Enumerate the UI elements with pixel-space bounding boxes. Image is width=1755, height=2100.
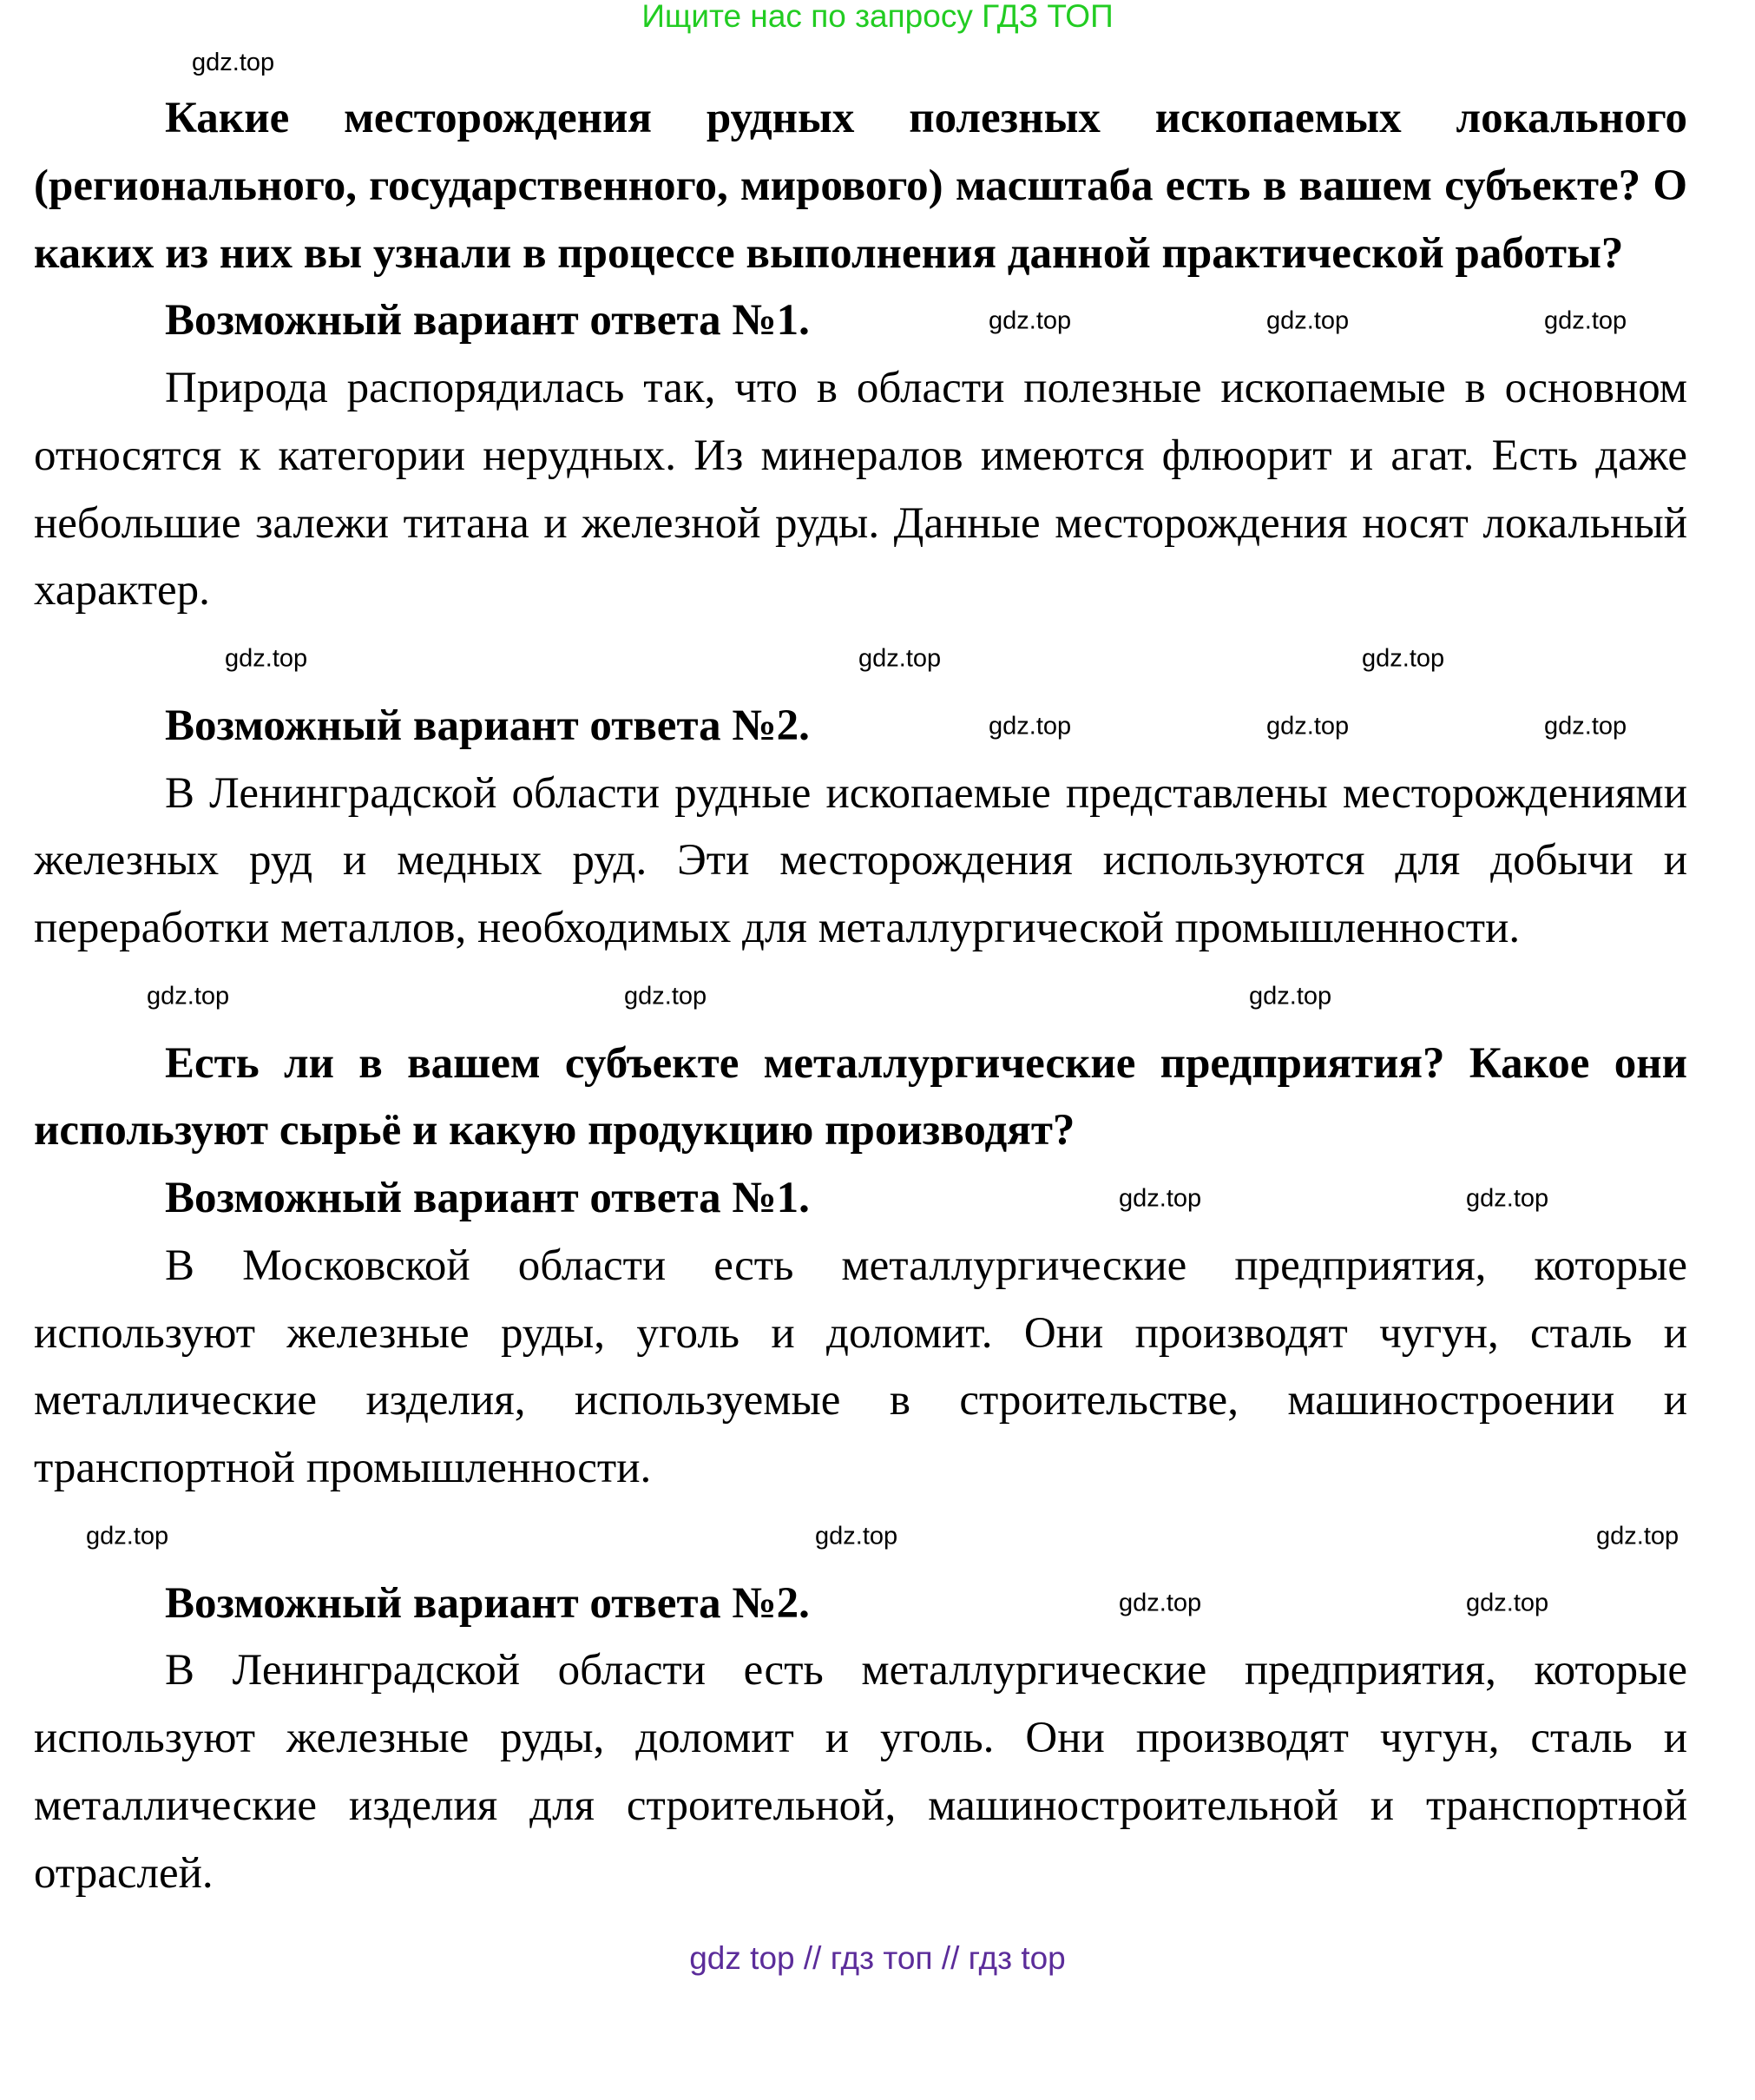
watermark: gdz.top	[1466, 1184, 1549, 1213]
spacer	[34, 625, 1687, 693]
watermark: gdz.top	[858, 644, 942, 673]
answer-heading: Возможный вариант ответа №2.	[165, 701, 810, 750]
watermark: gdz.top	[1119, 1589, 1202, 1617]
watermark: gdz.top	[192, 49, 275, 76]
watermark: gdz.top	[989, 306, 1072, 335]
watermark: gdz.top	[1466, 1589, 1549, 1617]
watermark: gdz.top	[1266, 306, 1350, 335]
answer-heading-row	[34, 1570, 1687, 1638]
answer-heading: Возможный вариант ответа №2.	[165, 1578, 810, 1628]
watermark: gdz.top	[815, 1522, 898, 1550]
watermark: gdz.top	[1249, 982, 1332, 1011]
document-body	[34, 85, 1687, 1976]
answer-text: В Ленинградской области рудные ископаемые представлены месторождениями железных руд и медных руд. Эти месторождения используются для добычи и переработки металлов, необходимых для металлургической промышленности.	[34, 768, 1687, 952]
watermark: gdz.top	[1544, 712, 1627, 741]
question-2: Есть ли в вашем субъекте металлургические предприятия? Какое они используют сырьё и какую продукцию производят?	[34, 1038, 1687, 1155]
spacer	[34, 963, 1687, 1030]
watermark: gdz.top	[1119, 1184, 1202, 1213]
answer-heading: Возможный вариант ответа №1.	[165, 1174, 810, 1222]
spacer	[34, 1503, 1687, 1570]
answer-text: В Ленинградской области есть металлургические предприятия, которые используют железные руды, доломит и уголь. Они производят чугун, сталь и металлические изделия для строительной, машиностроительной и транспортной отраслей.	[34, 1646, 1687, 1898]
answer-text: Природа распорядилась так, что в области полезные ископаемые в основном относятся к категории нерудных. Из минералов имеются флюорит и агат. Есть даже небольшие залежи титана и железной руды. Данные месторождения носят локальный характер.	[34, 364, 1687, 616]
footer-links: gdz top // гдз топ // гдз top	[689, 1940, 1066, 1977]
watermark: gdz.top	[147, 982, 230, 1011]
answer-heading-row	[34, 1165, 1687, 1233]
watermark: gdz.top	[1266, 712, 1350, 741]
watermark: gdz.top	[624, 982, 707, 1011]
watermark: gdz.top	[86, 1522, 169, 1550]
answer-text: В Московской области есть металлургические предприятия, которые используют железные руды, уголь и доломит. Они производят чугун, сталь и металлические изделия, используемые в строительстве, машиностроении и транспортной промышленности.	[34, 1241, 1687, 1492]
answer-heading-row	[34, 693, 1687, 760]
watermark: gdz.top	[1544, 306, 1627, 335]
watermark: gdz.top	[989, 712, 1072, 741]
question-1: Какие месторождения рудных полезных ископаемых локального (регионального, государственного, мирового) масштаба есть в вашем субъекте? О каких из них вы узнали в процессе выполнения данной практической работы?	[34, 94, 1687, 278]
answer-heading-row	[34, 287, 1687, 355]
watermark: gdz.top	[1596, 1522, 1679, 1550]
search-banner: Ищите нас по запросу ГДЗ ТОП	[641, 0, 1114, 34]
answer-heading: Возможный вариант ответа №1.	[165, 296, 810, 346]
watermark: gdz.top	[1362, 644, 1445, 673]
watermark: gdz.top	[225, 644, 308, 673]
